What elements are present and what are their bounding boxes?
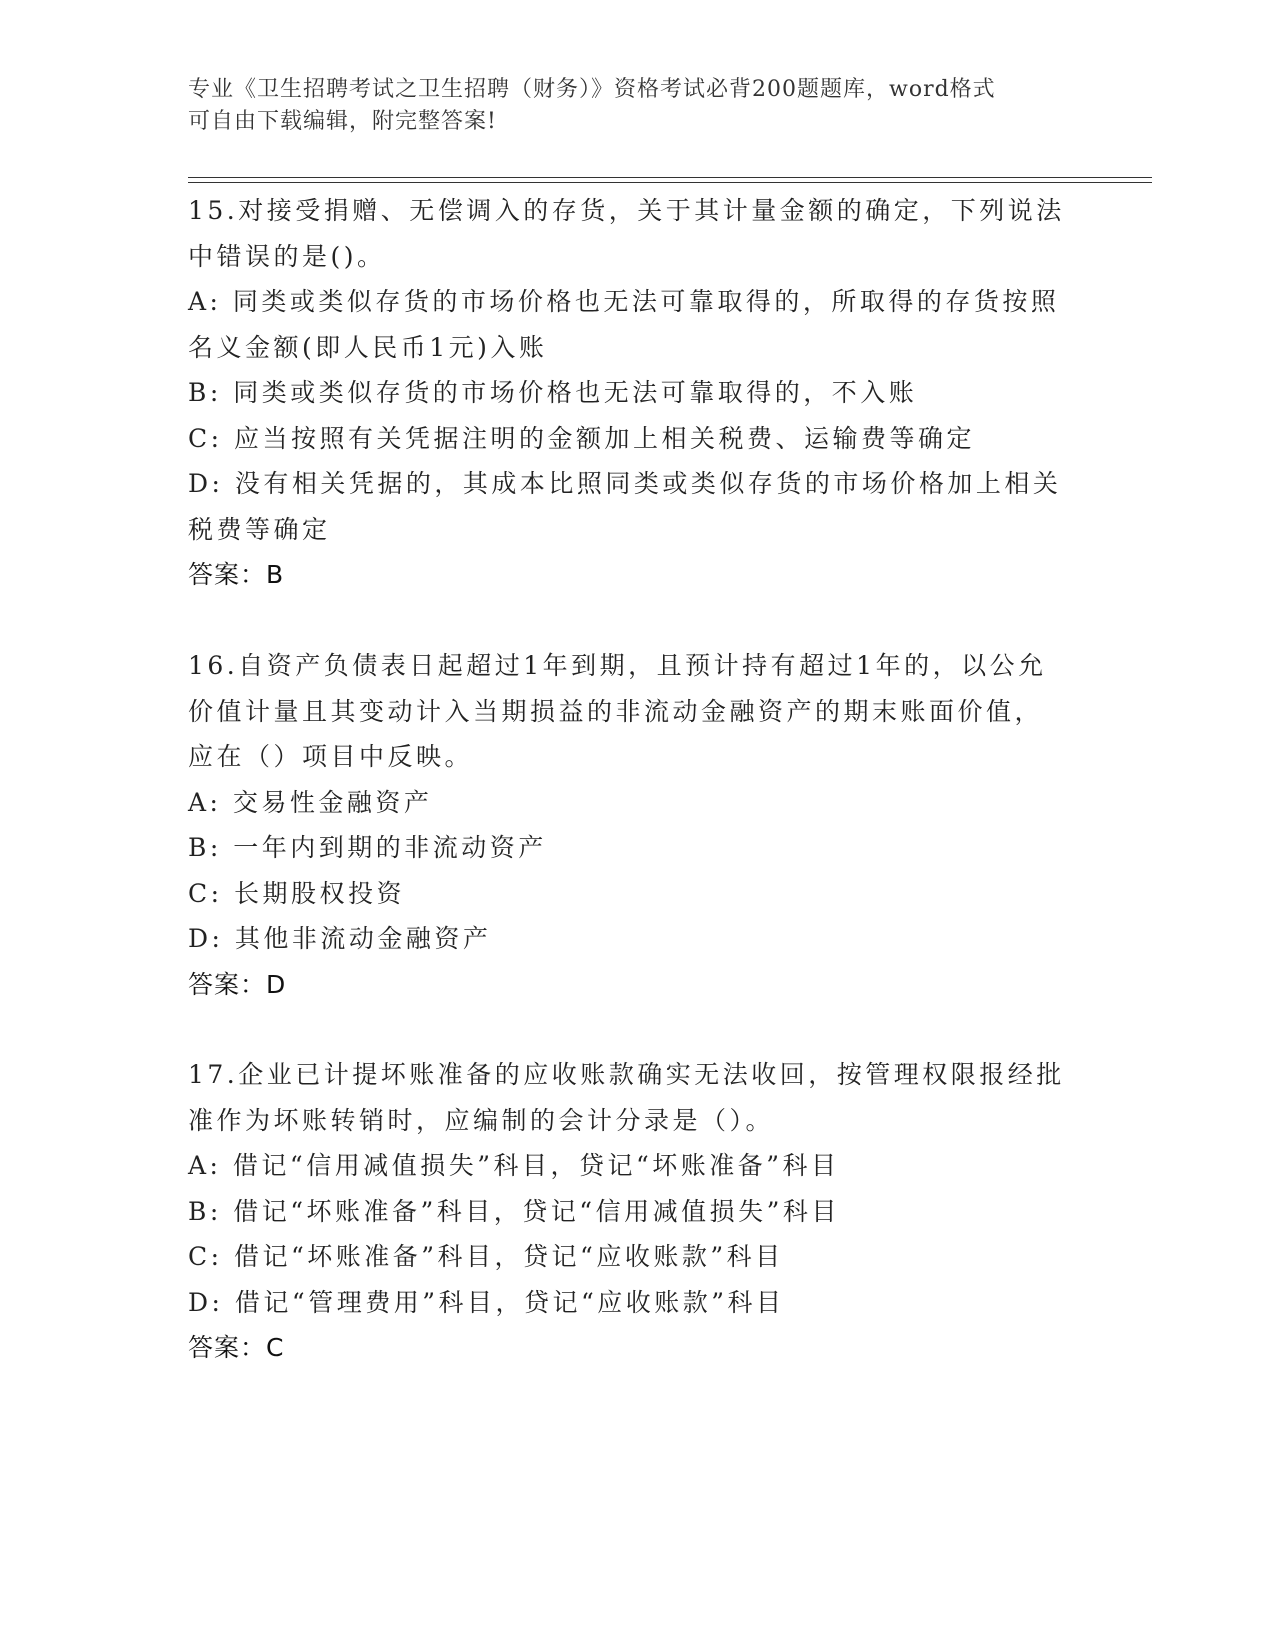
option-d: D: 其他非流动金融资产: [188, 924, 492, 953]
header-divider-top: [188, 177, 1152, 178]
question-text: 中错误的是()。: [188, 241, 386, 271]
question-text: 17.企业已计提坏账准备的应收账款确实无法收回，按管理权限报经批: [188, 1060, 1065, 1089]
option-b: B: 同类或类似存货的市场价格也无法可靠取得的，不入账: [188, 378, 918, 407]
option-b: B: 一年内到期的非流动资产: [188, 833, 547, 862]
answer: 答案：C: [188, 1333, 285, 1362]
question-16: [188, 643, 1088, 1007]
option-d: D: 没有相关凭据的，其成本比照同类或类似存货的市场价格加上相关: [188, 469, 1062, 498]
option-c: C: 应当按照有关凭据注明的金额加上相关税费、运输费等确定: [188, 423, 976, 453]
option-b: B: 借记“坏账准备”科目，贷记“信用减值损失”科目: [188, 1196, 840, 1226]
header-line-2: 可自由下载编辑，附完整答案!: [188, 109, 497, 134]
option-d-continued: 税费等确定: [188, 514, 331, 544]
question-17: [188, 1052, 1088, 1371]
option-a: A: 借记“信用减值损失”科目，贷记“坏账准备”科目: [188, 1151, 840, 1180]
header-line-1: 专业《卫生招聘考试之卫生招聘（财务）》资格考试必背200题题库，word格式: [188, 77, 996, 102]
question-text: 价值计量且其变动计入当期损益的非流动金融资产的期末账面价值，: [188, 696, 1044, 726]
option-a: A: 同类或类似存货的市场价格也无法可靠取得的，所取得的存货按照: [188, 287, 1060, 316]
option-a: A: 交易性金融资产: [188, 787, 433, 817]
question-text: 16.自资产负债表日起超过1年到期，且预计持有超过1年的，以公允: [188, 651, 1047, 680]
option-d: D: 借记“管理费用”科目，贷记“应收账款”科目: [188, 1287, 785, 1317]
option-c: C: 长期股权投资: [188, 878, 405, 908]
question-text: 准作为坏账转销时，应编制的会计分录是（）。: [188, 1105, 775, 1135]
question-15: [188, 188, 1088, 598]
answer: 答案：B: [188, 560, 285, 589]
option-a-continued: 名义金额(即人民币1元)入账: [188, 332, 548, 362]
question-text: 15.对接受捐赠、无偿调入的存货，关于其计量金额的确定，下列说法: [188, 196, 1065, 225]
document-header: [188, 74, 1088, 138]
answer: 答案：D: [188, 969, 287, 999]
question-text: 应在（）项目中反映。: [188, 742, 474, 771]
option-c: C: 借记“坏账准备”科目，贷记“应收账款”科目: [188, 1242, 784, 1271]
header-divider-bottom: [188, 182, 1152, 183]
